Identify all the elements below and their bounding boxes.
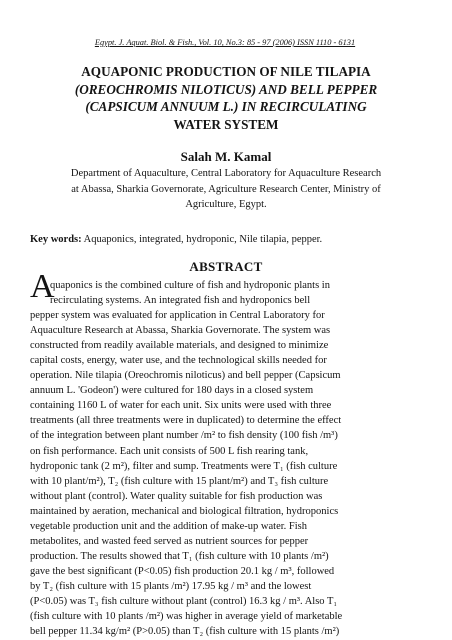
drop-cap: A: [30, 268, 55, 305]
abstract-line: constructed from readily available materials, and designed to minimize: [30, 340, 329, 352]
title-line: AQUAPONIC PRODUCTION OF NILE TILAPIA: [81, 64, 371, 79]
keywords: [30, 234, 430, 245]
abstract-line: of the integration between plant number /m² to fish density (100 fish /m³): [30, 430, 338, 442]
abstract-line: recirculating systems. An integrated fish and hydroponics bell: [50, 295, 311, 307]
abstract-line: capital costs, energy, water use, and the technological skills needed for: [30, 355, 327, 367]
abstract-line: containing 1160 L of water for each unit. Six units were used with three: [30, 400, 332, 412]
affiliation-line: at Abassa, Sharkia Governorate, Agriculture Research Center, Ministry of: [71, 183, 381, 195]
abstract-line: gave the best significant (P<0.05) fish production 20.1 kg / m³, followed: [30, 565, 335, 577]
keywords-text: Aquaponics, integrated, hydroponic, Nile tilapia, pepper.: [81, 234, 323, 245]
title-species-italic: (CAPSICUM ANNUUM L.) IN RECIRCULATING: [85, 99, 367, 114]
title-line: [40, 81, 412, 99]
abstract-line: Aquaculture Research at Abassa, Sharkia Governorate. The system was: [30, 325, 331, 337]
abstract-line: on fish performance. Each unit consists of 500 L fish rearing tank,: [30, 445, 309, 457]
abstract-line: quaponics is the combined culture of fish and hydroponic plants in: [50, 280, 330, 291]
abstract-line: annuum L. 'Godeon') were cultured for 180 days in a closed system: [30, 385, 314, 397]
abstract-line: maintained by aeration, mechanical and biological filtration, hydroponics: [30, 505, 339, 517]
abstract-line: with 10 plant/m²), T₂ (fish culture with 15 plant/m²) and T₃ fish culture: [30, 475, 329, 487]
author-name: Salah M. Kamal: [180, 149, 272, 164]
abstract-line: hydroponic tank (2 m²), filter and sump. Treatments were T₁ (fish culture: [30, 460, 338, 472]
abstract-line: production. The results showed that T₁ (fish culture with 10 plants /m²): [30, 550, 329, 562]
abstract-line: (fish culture with 10 plants /m²) was higher in average yield of marketable: [30, 611, 343, 623]
title-species-italic: (OREOCHROMIS NILOTICUS) AND BELL PEPPER: [74, 81, 378, 97]
abstract-line: pepper system was evaluated for application in Central Laboratory for: [30, 310, 325, 322]
abstract-body: [30, 278, 422, 639]
abstract-line: vegetable production unit and the addition of make-up water. Fish: [30, 520, 308, 532]
abstract-line: metabolites, and wasted feed served as nutrient sources for pepper: [30, 535, 309, 547]
paper-title: [40, 63, 412, 133]
abstract-line: without plant (control). Water quality suitable for fish production was: [30, 490, 323, 502]
affiliation-line: Department of Aquaculture, Central Laboratory for Aquaculture Research: [70, 168, 382, 179]
abstract-line: operation. Nile tilapia (Oreochromis niloticus) and bell pepper (Capsicum: [30, 370, 341, 382]
title-line: [40, 98, 412, 116]
keywords-label: Key words:: [30, 234, 82, 245]
abstract-line: treatments (all three treatments were in duplicated) to determine the effect: [30, 415, 342, 427]
abstract-line: (P<0.05) was T₃ fish culture without plant (control) 16.3 kg / m³. Also T₁: [30, 595, 338, 607]
affiliation: [30, 166, 422, 213]
journal-header: Egypt. J. Aquat. Biol. & Fish., Vol. 10, No.3: 85 - 97 (2006) ISSN 1110 - 6131: [94, 38, 356, 47]
abstract-line: by T₂ (fish culture with 15 plants /m²) 17.95 kg / m³ and the lowest: [30, 580, 312, 592]
affiliation-line: Agriculture, Egypt.: [185, 199, 267, 210]
abstract-line: bell pepper 11.34 kg/m² (P>0.05) than T₂ (fish culture with 15 plants /m²): [30, 626, 340, 638]
abstract-heading: ABSTRACT: [189, 259, 263, 274]
title-line: WATER SYSTEM: [173, 116, 279, 132]
